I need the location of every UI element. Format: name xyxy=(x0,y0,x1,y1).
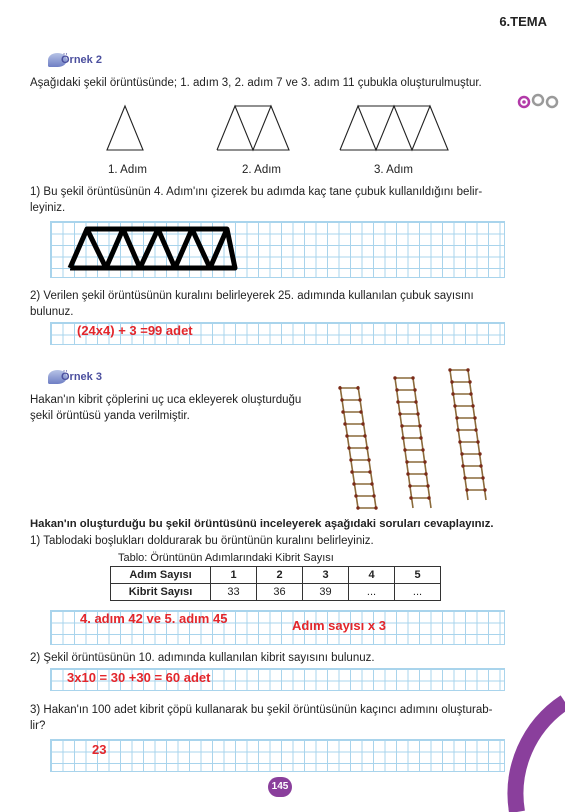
page-number: 145 xyxy=(268,777,292,797)
table-row xyxy=(111,567,441,584)
step-3-label: 3. Adım xyxy=(374,164,413,176)
example-3-intro-line-1: Hakan'ın kibrit çöplerini uç uca ekleyerek oluşturduğu xyxy=(30,394,302,406)
matchstick-count-table xyxy=(110,566,441,601)
answer-4-text: 3x10 = 30 +30 = 60 adet xyxy=(67,670,211,685)
table-header-cell: Adım Sayısı xyxy=(111,567,211,584)
corner-arc-decoration xyxy=(495,690,565,812)
drawn-step-4-figure xyxy=(50,221,250,278)
table-cell: 3 xyxy=(303,567,349,584)
example-3-badge xyxy=(48,370,102,384)
step-1-label: 1. Adım xyxy=(108,164,147,176)
example-2-intro: Aşağıdaki şekil örüntüsünde; 1. adım 3, 2. adım 7 ve 3. adım 11 çubukla oluşturulmuştur. xyxy=(30,77,482,89)
table-row xyxy=(111,584,441,601)
gear-decoration-icon xyxy=(515,90,565,114)
matchstick-ladders-figure xyxy=(330,368,510,513)
table-header-cell: Kibrit Sayısı xyxy=(111,584,211,601)
table-cell: 4 xyxy=(349,567,395,584)
example-3-question-1: 1) Tablodaki boşlukları doldurarak bu örüntünün kuralını belirleyiniz. xyxy=(30,535,374,547)
theme-title: 6.TEMA xyxy=(499,14,547,29)
example-3-question-2: 2) Şekil örüntüsünün 10. adımında kullanılan kibrit sayısını bulunuz. xyxy=(30,652,375,664)
step-2-label: 2. Adım xyxy=(242,164,281,176)
question-2-line-1: 2) Verilen şekil örüntüsünün kuralını belirleyerek 25. adımında kullanılan çubuk sayısını xyxy=(30,290,474,302)
table-cell: 39 xyxy=(303,584,349,601)
table-caption: Tablo: Örüntünün Adımlarındaki Kibrit Sayısı xyxy=(118,552,334,564)
table-cell: 36 xyxy=(257,584,303,601)
example-3-intro-line-2: şekil örüntüsü yanda verilmiştir. xyxy=(30,410,190,422)
table-cell: 5 xyxy=(395,567,441,584)
ladder-1 xyxy=(338,386,377,510)
ladder-3 xyxy=(448,368,486,500)
question-1-line-2: leyiniz. xyxy=(30,202,66,214)
table-cell: ... xyxy=(395,584,441,601)
step-1-triangles xyxy=(107,106,143,150)
answer-2-text: (24x4) + 3 =99 adet xyxy=(77,323,193,338)
triangle-pattern-figure xyxy=(95,100,475,158)
example-3-label: Örnek 3 xyxy=(61,371,102,383)
example-2-badge xyxy=(48,53,102,67)
table-cell: 33 xyxy=(211,584,257,601)
example-3-instruction: Hakan'ın oluşturduğu bu şekil örüntüsünü inceleyerek aşağıdaki soruları cevaplayınız. xyxy=(30,518,494,530)
step-2-triangles xyxy=(217,106,289,150)
answer-3a-text: 4. adım 42 ve 5. adım 45 xyxy=(80,611,228,626)
example-3-question-3-line-1: 3) Hakan'ın 100 adet kibrit çöpü kullanarak bu şekil örüntüsünün kaçıncı adımını oluşturab- xyxy=(30,704,493,716)
table-cell: 1 xyxy=(211,567,257,584)
answer-5-text: 23 xyxy=(92,742,107,757)
answer-3b-text: Adım sayısı x 3 xyxy=(292,618,386,633)
example-2-label: Örnek 2 xyxy=(61,54,102,66)
question-1-line-1: 1) Bu şekil örüntüsünün 4. Adım'ını çizerek bu adımda kaç tane çubuk kullanıldığını belir- xyxy=(30,186,483,198)
answer-grid-5 xyxy=(50,739,505,772)
example-3-question-3-line-2: lir? xyxy=(30,720,46,732)
table-cell: 2 xyxy=(257,567,303,584)
step-3-triangles xyxy=(340,106,448,150)
ladder-2 xyxy=(393,376,431,508)
table-cell: ... xyxy=(349,584,395,601)
question-2-line-2: bulunuz. xyxy=(30,306,74,318)
